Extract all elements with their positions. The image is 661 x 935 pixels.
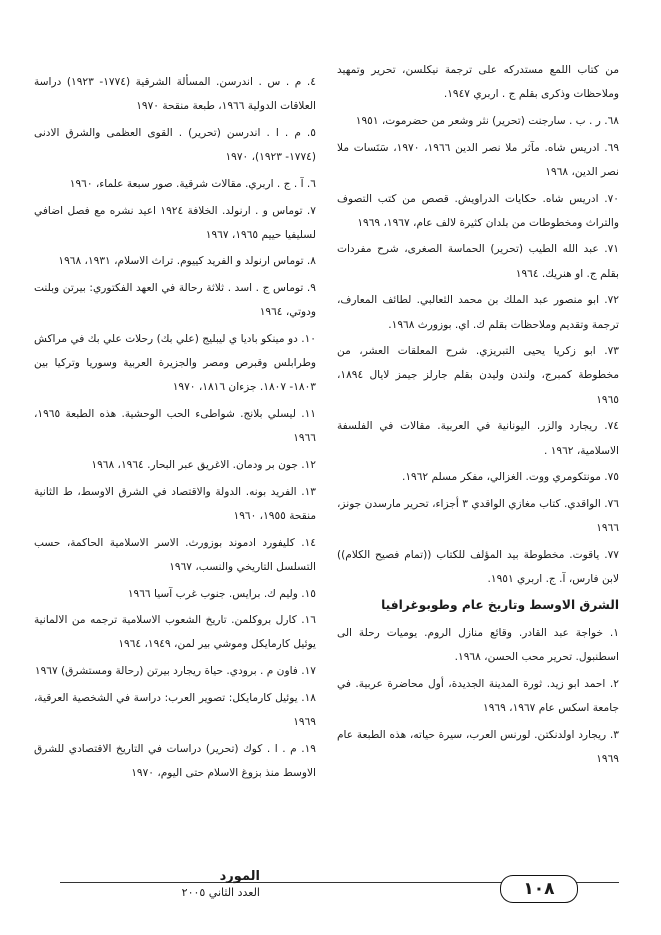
entry-text: ١٥. وليم ك. برايس. جنوب غرب آسيا ١٩٦٦ bbox=[127, 587, 316, 600]
entry-text: ١٠. دو مينكو باديا ي ليبليج (علي بك) رحلات علي بك في مراكش وطرابلس وقبرص ومصر والجزيرة العربية وسوريا وتركيا بين ١٨٠٣- ١٨٠٧. جزءان ١٨١٦، ١٩٧٠ bbox=[34, 333, 316, 394]
entry-text: ١٢. جون بر ودمان. الاغريق عبر البحار. ١٩٦٤، ١٩٦٨ bbox=[91, 459, 316, 472]
bibliography-entry bbox=[337, 136, 619, 184]
entry-text: ١٨. يوئيل كارمايكل: تصوير العرب: دراسة في الشخصية العرقية، ١٩٦٩ bbox=[34, 691, 316, 729]
bibliography-entry bbox=[34, 249, 316, 273]
bibliography-entry bbox=[34, 453, 316, 477]
entry-text: ٥. م . ا . اندرسن (تحرير) . القوى العظمى والشرق الادنى (١٧٧٤- ١٩٢٣)، ١٩٧٠ bbox=[34, 126, 316, 164]
bibliography-entry bbox=[337, 492, 619, 540]
bibliography-entry bbox=[34, 659, 316, 683]
bibliography-entry bbox=[34, 686, 316, 734]
bibliography-entry bbox=[337, 109, 619, 133]
bibliography-entry bbox=[337, 723, 619, 771]
entry-text: ٩. توماس ج . اسد . ثلاثة رحالة في العهد الفكتوري: بيرتن وبلنت ودوتي، ١٩٦٤ bbox=[34, 282, 316, 319]
section-heading: الشرق الاوسط وتاريخ عام وطوبوغرافيا bbox=[381, 597, 619, 612]
entry-text: ١١. ليسلي بلانج. شواطىء الحب الوحشية. هذه الطبعة ١٩٦٥، ١٩٦٦ bbox=[34, 408, 316, 445]
left-column bbox=[34, 70, 316, 788]
entry-text: ١. خواجة عبد القادر. وقائع منازل الروم. يوميات رحلة الى اسطنبول. تحرير محب الحسن، ١٩٦٨. bbox=[337, 626, 619, 663]
bibliography-entry bbox=[34, 172, 316, 196]
entry-text: ٧٥. مونتكومري ووت. الغزالي، مفكر مسلم ١٩٦٢. bbox=[401, 471, 619, 484]
bibliography-entry bbox=[337, 672, 619, 720]
entry-text: ٧. توماس و . ارنولد. الخلافة ١٩٢٤ اعيد نشره مع فصل اضافي لسليفيا حييم ١٩٦٥، ١٩٦٧ bbox=[34, 204, 316, 241]
bibliography-entry bbox=[34, 582, 316, 606]
entry-text: ١٣. الفريد بونه. الدولة والاقتصاد في الشرق الاوسط، ط الثانية منقحة ١٩٥٥، ١٩٦٠ bbox=[34, 485, 316, 522]
entry-text: ٨. توماس ارنولد و الفريد كييوم. تراث الاسلام، ١٩٣١، ١٩٦٨ bbox=[58, 255, 316, 268]
page-number: ١٠٨ bbox=[500, 875, 578, 903]
bibliography-entry bbox=[337, 288, 619, 336]
entry-text: ٦٨. ر . ب . سارجنت (تحرير) نثر وشعر من حضرموت، ١٩٥١ bbox=[355, 114, 619, 127]
bibliography-entry bbox=[337, 543, 619, 591]
right-column bbox=[337, 58, 619, 773]
journal-name: المورد bbox=[219, 869, 260, 884]
entry-text: ٧٦. الواقدي. كتاب مغازي الواقدي ٣ أجزاء، تحرير مارسدن جونز، ١٩٦٦ bbox=[337, 497, 619, 535]
lead-text: من كتاب اللمع مستدركه على ترجمة نيكلسن، تحرير وتمهيد وملاحظات وذكرى بقلم ج . اربري ١٩٤٧. bbox=[337, 64, 619, 101]
bibliography-entry bbox=[34, 276, 316, 324]
entry-text: ١٦. كارل بروكلمن. تاريخ الشعوب الاسلامية ترجمه من الالمانية يوئيل كارمايكل وموشي بير لمن، ١٩٤٩، ١٩٦٤ bbox=[34, 614, 316, 651]
entry-text: ٣. ريجارد اولدنكتن. لورنس العرب، سيرة حياته، هذه الطبعة عام ١٩٦٩ bbox=[337, 728, 619, 765]
entry-text: ١٧. فاون م . برودي. حياة ريجارد بيرتن (رحالة ومستشرق) ١٩٦٧ bbox=[34, 665, 316, 678]
bibliography-entry bbox=[34, 121, 316, 169]
bibliography-entry bbox=[34, 531, 316, 579]
bibliography-entry bbox=[337, 414, 619, 462]
entry-text: ٧٢. ابو منصور عبد الملك بن محمد الثعالبي. لطائف المعارف، ترجمة وتقديم وملاحظات بقلم ك. اي. بوزورث ١٩٦٨. bbox=[337, 294, 619, 331]
entry-text: ٧٧. ياقوت. مخطوطة بيد المؤلف للكتاب ((تمام فصيح الكلام)) لابن فارس، آ. ج. اربري ١٩٥١. bbox=[337, 548, 619, 586]
bibliography-entry bbox=[337, 339, 619, 412]
entry-text: ٧٣. ابو زكريا يحيى التبريزي. شرح المعلقات العشر، من مخطوطة كمبرج، ولندن وليدن بقلم جارلز جيمز لايال ١٨٩٤، ١٩٦٥ bbox=[337, 345, 619, 406]
bibliography-entry bbox=[34, 70, 316, 118]
entry-text: ١٩. م . ا . كوك (تحرير) دراسات في التاريخ الاقتصادي للشرق الاوسط منذ بزوغ الاسلام حتى اليوم، ١٩٧٠ bbox=[34, 742, 316, 779]
bibliography-entry bbox=[34, 737, 316, 785]
entry-text: ٦. آ . ج . اربري. مقالات شرقية. صور سبعة علماء، ١٩٦٠ bbox=[69, 177, 316, 190]
bibliography-entry bbox=[34, 480, 316, 528]
entry-text: ٦٩. ادريس شاه. مآثر ملا نصر الدين ١٩٦٦، ١٩٧٠، سَنَسات ملا نصر الدين، ١٩٦٨ bbox=[337, 141, 620, 178]
bibliography-entry bbox=[337, 237, 619, 285]
bibliography-entry bbox=[337, 465, 619, 489]
bibliography-entry bbox=[34, 608, 316, 656]
bibliography-entry bbox=[34, 327, 316, 400]
bibliography-entry bbox=[337, 187, 619, 235]
bibliography-entry bbox=[337, 621, 619, 669]
entry-text: ١٤. كليفورد ادموند بوزورث. الاسر الاسلامية الحاكمة، حسب التسلسل التاريخي والنسب، ١٩٦٧ bbox=[34, 536, 316, 573]
bibliography-entry bbox=[34, 199, 316, 247]
entry-text: ٧١. عبد الله الطيب (تحرير) الحماسة الصغرى، شرح مفردات بقلم ج. او هنريك. ١٩٦٤ bbox=[337, 243, 619, 280]
entry-text: ٤. م . س . اندرسن. المسألة الشرقية (١٧٧٤- ١٩٢٣) دراسة العلاقات الدولية ١٩٦٦، طبعة منقحة ١٩٧٠ bbox=[34, 76, 316, 113]
issue-line: العدد الثاني ٢٠٠٥ bbox=[181, 886, 260, 899]
entry-text: ٧٤. ريجارد والزر. اليونانية في العربية. مقالات في الفلسفة الاسلامية، ١٩٦٢ . bbox=[337, 420, 619, 457]
bibliography-entry bbox=[34, 402, 316, 450]
lead-paragraph bbox=[337, 58, 619, 106]
page-footer bbox=[0, 865, 661, 935]
entry-text: ٢. احمد ابو زيد. ثورة المدينة الجديدة، أول محاضرة عربية. في جامعة اسكس عام ١٩٦٧، ١٩٦٩ bbox=[337, 677, 619, 714]
entry-text: ٧٠. ادريس شاه. حكايات الدراويش. قصص من كتب التصوف والتراث ومخطوطات من بلدان كثيرة لالف عام، ١٩٦٧، ١٩٦٩ bbox=[337, 192, 619, 229]
